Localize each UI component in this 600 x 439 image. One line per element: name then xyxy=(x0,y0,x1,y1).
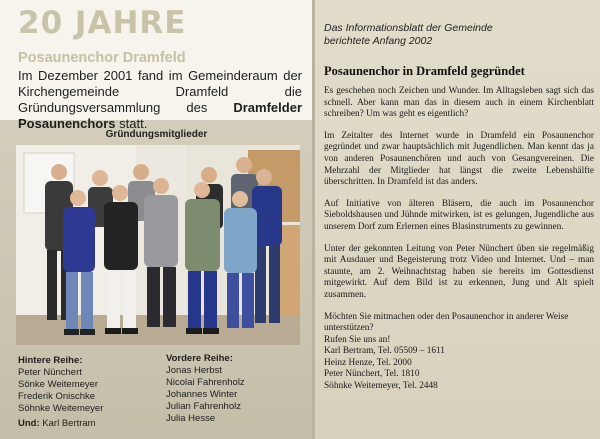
intro-text-start: Im Dezember 2001 fand im Gemeinderaum der Kirchengemeinde Dramfeld die Gründungsversammlung des xyxy=(18,68,302,115)
call-to-action: Rufen Sie uns an! xyxy=(324,334,391,345)
back-row-name: Söhnke Weitemeyer xyxy=(18,403,104,414)
choir-subtitle: Posaunenchor Dramfeld xyxy=(18,50,186,66)
closing-question: Möchten Sie mitmachen oder den Posaunenchor in anderer Weise unterstützen? xyxy=(324,311,569,334)
back-row-name: Frederik Onischke xyxy=(18,391,96,402)
intro-text-bold: Dramfelder Posaunenchors xyxy=(18,100,302,131)
front-row-names xyxy=(166,353,245,425)
front-row-name: Julia Hesse xyxy=(166,413,216,424)
source-note xyxy=(324,22,493,48)
front-row-name: Johannes Winter xyxy=(166,389,238,400)
additional-member-name: Karl Bertram xyxy=(42,418,96,429)
article-paragraph: Es geschehen noch Zeichen und Wunder. Im Alltagsleben sagt sich das schnell. Aber kann man das in diesem auch in einem Kirchenblatt schreiben? Um was geht es eigentlich? xyxy=(324,86,594,120)
source-line: berichtete Anfang 2002 xyxy=(324,35,433,47)
back-row-names xyxy=(18,355,103,415)
additional-member xyxy=(18,418,96,429)
contact-entry: Karl Bertram, Tel. 05509 – 1611 xyxy=(324,346,445,357)
contact-block xyxy=(324,312,594,393)
intro-panel xyxy=(0,0,313,131)
front-row-name: Jonas Herbst xyxy=(166,365,222,376)
front-row-heading: Vordere Reihe: xyxy=(166,353,233,364)
back-row-name: Sönke Weitemeyer xyxy=(18,379,99,390)
contact-entry: Heinz Henze, Tel. 2000 xyxy=(324,357,412,368)
back-row-name: Peter Nünchert xyxy=(18,367,82,378)
front-row-name: Nicolai Fahrenholz xyxy=(166,377,245,388)
article-paragraph: Auf Initiative von älteren Bläsern, die auch im Posaunenchor Sieboldshausen und Jühnde mitwirken, ist es gelungen, Jugendliche aus unserem Dorf zum Erlernen eines Blasinstruments zu gewinnen. xyxy=(324,198,594,232)
source-line: Das Informationsblatt der Gemeinde xyxy=(324,22,493,34)
intro-text xyxy=(18,68,302,132)
article-headline: Posaunenchor in Dramfeld gegründet xyxy=(324,64,525,78)
front-row-name: Julian Fahrenholz xyxy=(166,401,241,412)
contact-entry: Peter Nünchert, Tel. 1810 xyxy=(324,369,420,380)
article-paragraph: Unter der gekonnten Leitung von Peter Nünchert üben sie regelmäßig mit Ausdauer und Begeisterung trotz Video und Internet. Und – man staunte, am 2. Weihnachtstag haben sie bereits im Gottesdienst mitgewirkt. Auf dem Bild ist zu erkennen, Jung und Alt spielt zusammen. xyxy=(324,243,594,300)
group-photo xyxy=(16,145,300,345)
photo-caption-title: Gründungsmitglieder xyxy=(105,129,208,140)
contact-entry: Söhnke Weitemeyer, Tel. 2448 xyxy=(324,381,438,392)
additional-member-label: Und: xyxy=(18,418,40,429)
article-body xyxy=(324,86,594,393)
back-row-heading: Hintere Reihe: xyxy=(18,355,83,366)
right-column xyxy=(315,0,600,439)
anniversary-title: 20 JAHRE xyxy=(18,5,187,41)
intro-text-end: statt. xyxy=(115,116,148,131)
article-paragraph: Im Zeitalter des Internet wurde in Dramfeld ein Posaunenchor gegründet und zwar hauptsächlich mit Jugendlichen. Man kennt das ja von anderen Posaunenchören und auch von Gesangvereinen. Die Mehrzahl der Mitglieder hat längst die zweite Lebenshälfte überschritten. In Dramfeld ist das anders. xyxy=(324,130,594,188)
